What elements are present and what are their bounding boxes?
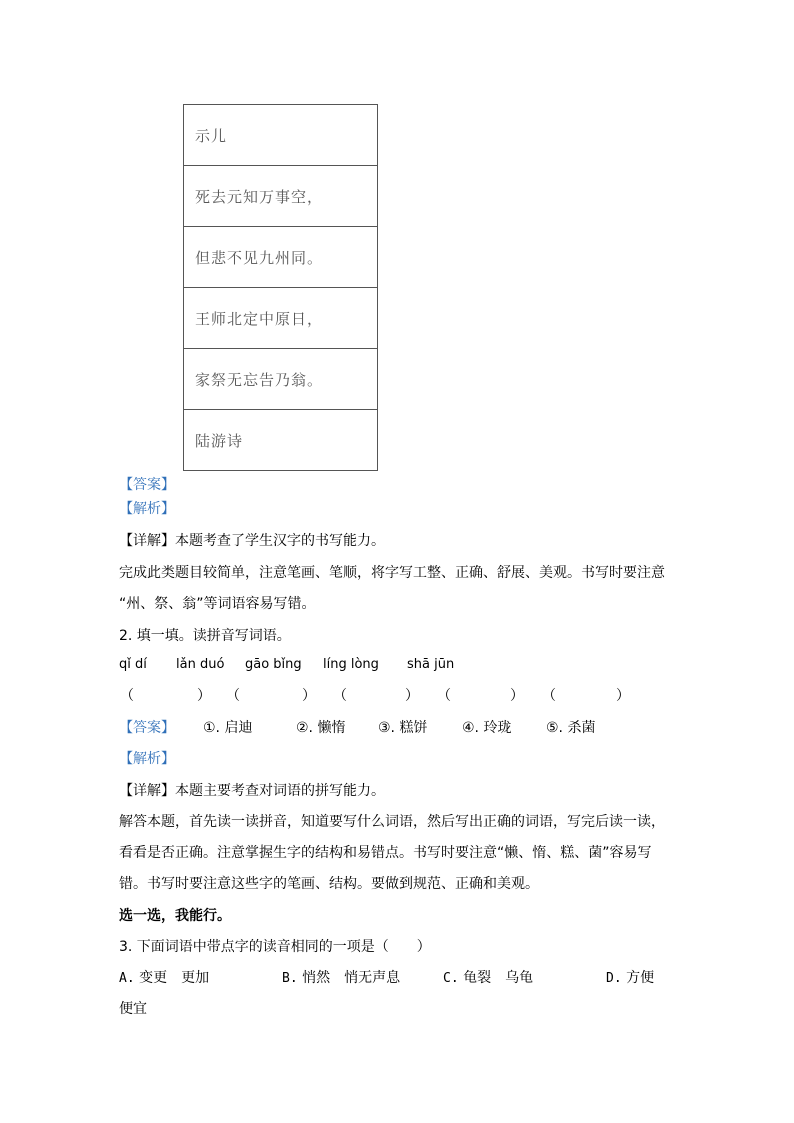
q1-para-2: “州、祭、翁”等词语容易写错。 [119, 596, 316, 612]
blank-5-open: （ [542, 688, 556, 704]
q3-title: 3. 下面词语中带点字的读音相同的一项是（ ） [119, 939, 431, 955]
blank-5-close: ） [616, 688, 630, 704]
option-d-wrap: 便宜 [119, 1001, 147, 1017]
q2-para-3: 错。书写时要注意这些字的笔画、结构。要做到规范、正确和美观。 [119, 876, 539, 892]
blank-2-close: ） [302, 688, 316, 704]
pinyin-4: líng lòng [323, 657, 379, 672]
q1-detail-text: 本题考查了学生汉字的书写能力。 [175, 533, 385, 549]
blank-3-close: ） [405, 688, 419, 704]
option-c-letter: C. [443, 971, 459, 986]
blank-1-open: （ [120, 688, 134, 704]
option-a-letter: A. [119, 971, 135, 986]
poem-line-1: 死去元知万事空， [184, 166, 378, 227]
option-c-text: 龟裂 乌龟 [463, 970, 534, 986]
option-a-text: 变更 更加 [139, 970, 210, 986]
poem-author: 陆游诗 [184, 410, 378, 471]
q2-para-2: 看看是否正确。注意掌握生字的结构和易错点。书写时要注意“懒、惰、糕、菌”容易写 [119, 845, 652, 861]
option-a[interactable] [119, 967, 209, 987]
answer-3: ③. 糕饼 [378, 720, 428, 736]
q2-answer-tag: 【答案】 [119, 720, 175, 736]
option-d-text: 方便 [626, 970, 655, 986]
pinyin-2: lǎn duó [176, 657, 225, 672]
poem-line-3: 王师北定中原日， [184, 288, 378, 349]
q2-title: 2. 填一填。读拼音写词语。 [119, 628, 291, 644]
option-b-letter: B. [282, 971, 298, 986]
q1-detail [119, 530, 385, 550]
q2-para-1: 解答本题，首先读一读拼音，知道要写什么词语，然后写出正确的词语，写完后读一读， [119, 814, 665, 830]
q2-detail-tag: 【详解】 [119, 783, 175, 799]
option-d[interactable] [606, 967, 654, 987]
pinyin-1: qǐ dí [119, 657, 147, 672]
q1-detail-tag: 【详解】 [119, 533, 175, 549]
poem-table [183, 104, 378, 471]
option-d-letter: D. [606, 971, 622, 986]
poem-title: 示儿 [184, 105, 378, 166]
q2-analysis-tag: 【解析】 [119, 751, 175, 767]
section-title: 选一选，我能行。 [119, 908, 231, 924]
poem-line-2: 但悲不见九州同。 [184, 227, 378, 288]
q1-para-1: 完成此类题目较简单，注意笔画、笔顺，将字写工整、正确、舒展、美观。书写时要注意 [119, 565, 665, 581]
blank-2-open: （ [226, 688, 240, 704]
answer-1: ①. 启迪 [203, 720, 253, 736]
pinyin-3: gāo bǐng [245, 657, 302, 672]
q2-detail-text: 本题主要考查对词语的拼写能力。 [175, 783, 385, 799]
blank-1-close: ） [197, 688, 211, 704]
q2-detail [119, 780, 385, 800]
answer-2: ②. 懒惰 [296, 720, 346, 736]
option-b-text: 悄然 悄无声息 [302, 970, 401, 986]
answer-4: ④. 玲珑 [462, 720, 512, 736]
pinyin-5: shā jūn [407, 657, 455, 672]
option-b[interactable] [282, 967, 400, 987]
q1-analysis-tag: 【解析】 [119, 501, 175, 517]
option-c[interactable] [443, 967, 533, 987]
answer-5: ⑤. 杀菌 [546, 720, 596, 736]
blank-4-close: ） [510, 688, 524, 704]
poem-line-4: 家祭无忘告乃翁。 [184, 349, 378, 410]
blank-4-open: （ [437, 688, 451, 704]
q1-answer-tag: 【答案】 [119, 477, 175, 493]
blank-3-open: （ [333, 688, 347, 704]
